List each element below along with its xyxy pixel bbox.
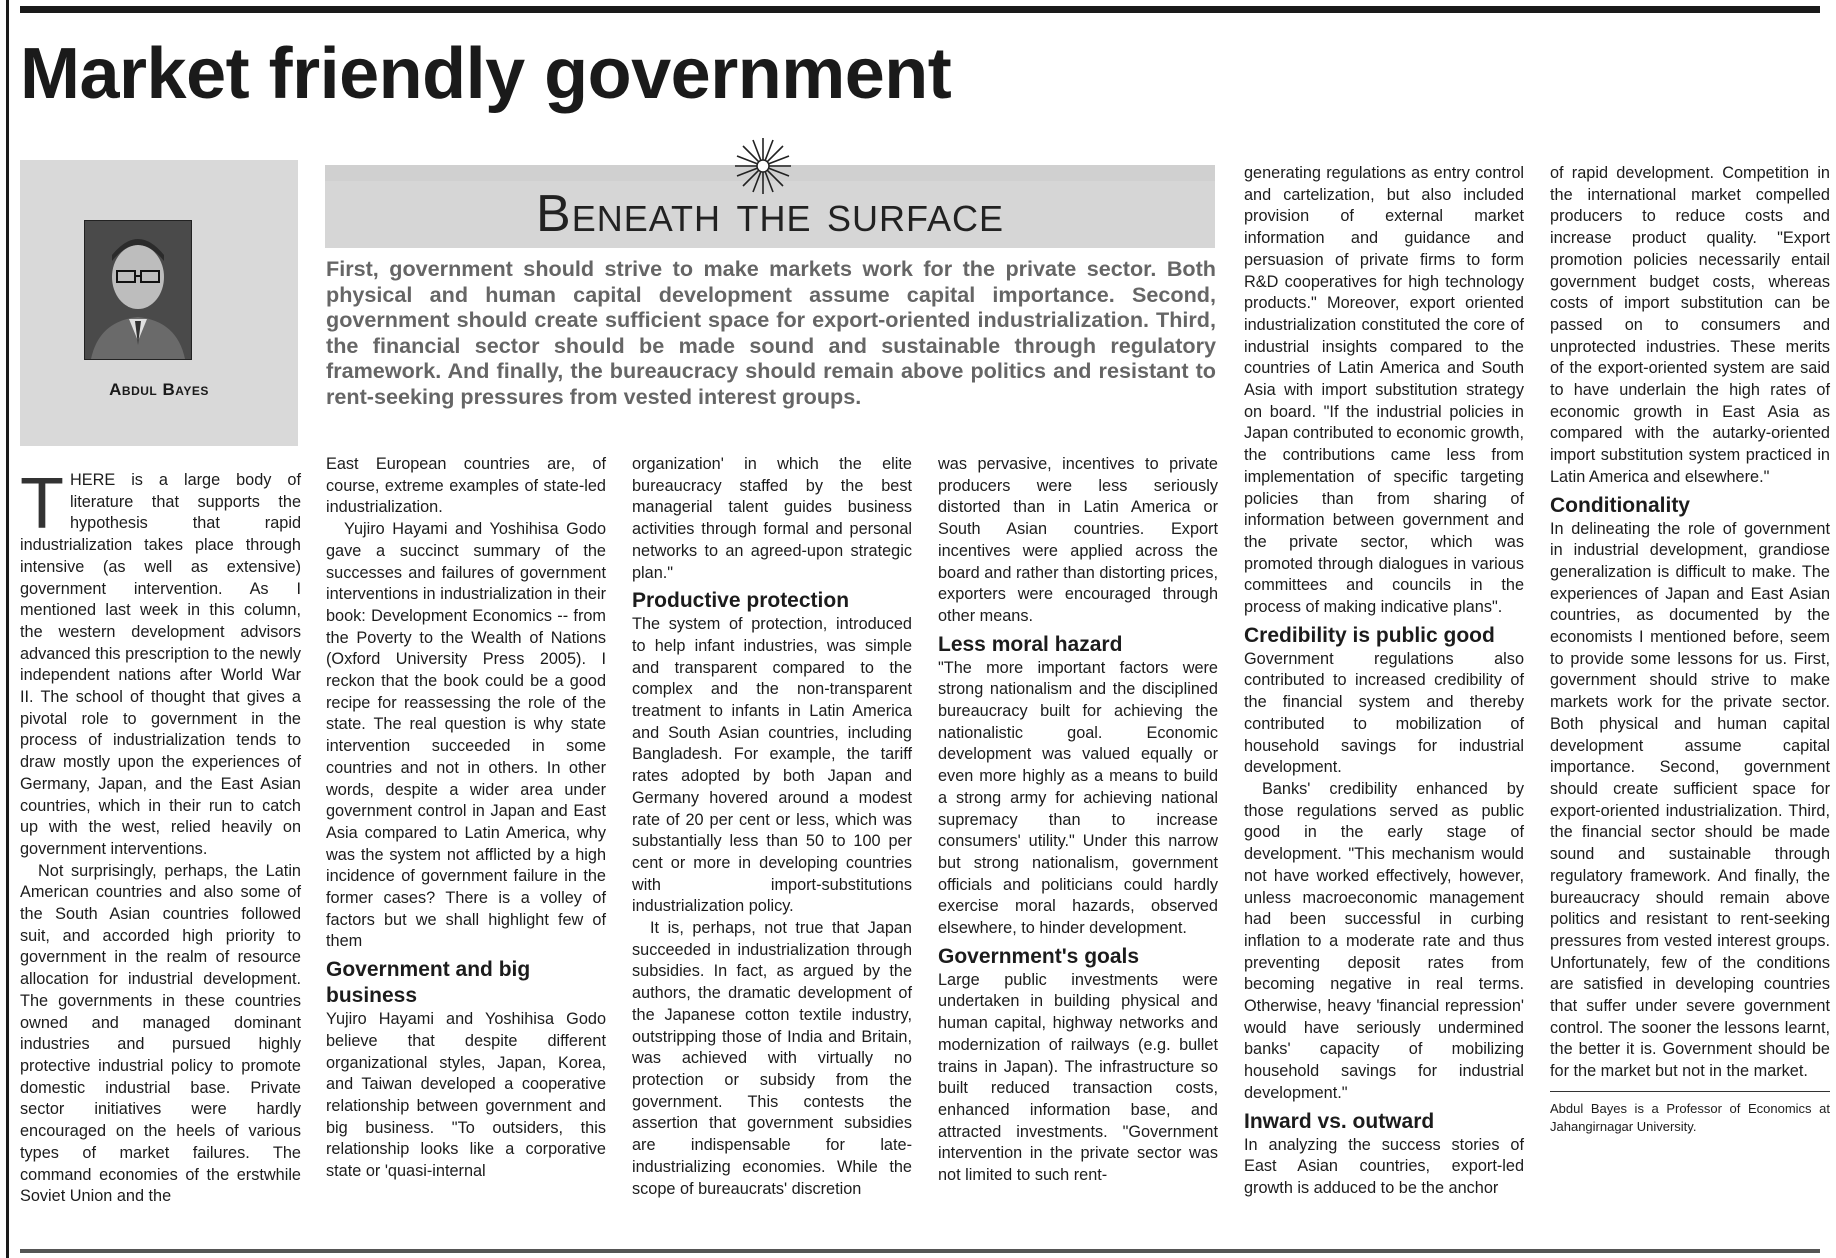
col1-para-1	[20, 464, 301, 861]
author-photo	[84, 220, 192, 360]
drop-cap: T	[20, 464, 64, 544]
column-title-text: Beneath the surface	[536, 185, 1004, 243]
col4-para-2: "The more important factors were strong nationalism and the disciplined bureaucracy built for achieving the nationalistic goal. Economic development was valued equally or even more highly as a means to build a strong army for achieving national supremacy than to increase consumers' utility." Under this narrow but strong nationalism, government officials and politicians could hardly exercise moral hazards, observed elsewhere, to hinder development.	[938, 658, 1218, 938]
col2-para-2: Yujiro Hayami and Yoshihisa Godo gave a succinct summary of the successes and failures of government interventions in industrialization in their book: Development Economics -- from the Poverty to the Wealth of Nations (Oxford University Press 2005). I reckon that the book could be a good recipe for reassessing the role of the state. The real question is why state intervention succeeded in some countries and not in others. In other words, despite a wider area under government control in Japan and East Asia compared to Latin America, why was the system not afflicted by a high incidence of government failure in the former cases? There is a volley of factors but we shall highlight few of them	[326, 520, 606, 951]
article-column-5	[1244, 163, 1524, 1200]
col3-para-3: It is, perhaps, not true that Japan succeeded in industrialization through subsidies. In fact, as argued by the authors, the dramatic development of the Japanese cotton textile industry, outstripping those of India and Britain, was achieved with virtually no protection or subsidy from the government. This contests the assertion that government subsidies are indispensable for late-industrializing economies. While the scope of bureaucrats' discretion	[632, 919, 912, 1198]
subhead-productive-protection: Productive protection	[632, 589, 850, 613]
author-name	[20, 380, 298, 400]
author-name-text: Abdul Bayes	[109, 380, 209, 399]
col4-para-3: Large public investments were undertaken in building physical and human capital, highway networks and modernization of railways (e.g. bullet trains in Japan). The infrastructure so built reduced transaction costs, enhanced information base, and attracted investments. "Government intervention in the private sector was not limited to such rent-	[938, 970, 1218, 1185]
bottom-rule	[20, 1249, 1820, 1253]
column-title	[325, 184, 1215, 244]
left-rule	[6, 0, 9, 1258]
subhead-government-big-business: Government and big business	[326, 958, 531, 1008]
article-column-6	[1550, 163, 1830, 1136]
col5-para-2: Government regulations also contributed to increased credibility of the financial system and thereby contributed to mobilization of household savings for industrial development.	[1244, 649, 1524, 777]
top-rule	[20, 6, 1820, 13]
subhead-governments-goals: Government's goals	[938, 944, 1140, 968]
headline: Market friendly government	[20, 34, 952, 114]
subhead-conditionality: Conditionality	[1550, 493, 1690, 517]
article-column-2	[326, 454, 606, 1183]
author-footnote: Abdul Bayes is a Professor of Economics at Jahangirnagar University.	[1550, 1091, 1830, 1136]
author-portrait-icon	[85, 221, 191, 359]
col2-para-1: East European countries are, of course, extreme examples of state-led industrialization.	[326, 455, 606, 517]
subhead-inward-outward: Inward vs. outward	[1244, 1109, 1435, 1133]
col1-para-2: Not surprisingly, perhaps, the Latin American countries and also some of the South Asian countries followed suit, and accorded high priority to government in the realm of resource allocation for industrial development. The governments in these countries owned and managed dominant industries and pursued highly protective industrial policy to promote domestic industrial base. Private sector initiatives were hardly encouraged on the heels of various types of market failures. The command economies of the erstwhile Soviet Union and the	[20, 861, 301, 1206]
col1-para-1-text: HERE is a large body of literature that supports the hypothesis that rapid industrialization takes place through intensive (as well as extensive) government intervention. As I mentioned last week in this column, the western development advisors advanced this prescription to the newly independent nations after World War II. The school of thought that gives a pivotal role to government in the process of industrialization tends to draw mostly upon the experiences of Germany, Japan, and the East Asian countries, which in their run to catch up with the west, relied heavily on government interventions.	[20, 471, 301, 858]
subhead-credibility: Credibility is public good	[1244, 623, 1495, 647]
pull-quote: First, government should strive to make markets work for the private sector. Both physical and human capital development assume capital importance. Second, government should create sufficient space for export-oriented industrialization. Third, the financial sector should be made sound and sustainable through regulatory framework. And finally, the bureaucracy should remain above politics and resistant to rent-seeking pressures from vested interest groups.	[326, 256, 1216, 409]
col3-para-2: The system of protection, introduced to help infant industries, was simple and transparent compared to the complex and the non-transparent treatment to infants in Latin America and South Asian countries, including Bangladesh. For example, the tariff rates adopted by both Japan and Germany hovered around a modest rate of 20 per cent or less, which was substantially less than 50 to 100 per cent or more in developing countries with import-substitutions industrialization policy.	[632, 615, 912, 916]
col3-para-1: organization' in which the elite bureaucracy staffed by the best managerial talent guides business activities through formal and personal networks to an agreed-upon strategic plan."	[632, 455, 912, 582]
col5-para-4: In analyzing the success stories of East Asian countries, export-led growth is adduced to be the anchor	[1244, 1135, 1524, 1197]
col6-para-2: In delineating the role of government in industrial development, grandiose generalization is difficult to make. The experiences of Japan and East Asian countries, as documented by the economists I mentioned before, seem to provide some lessons for us. First, government should strive to make markets work for the private sector. Both physical and human capital development assume capital importance. Second, government should create sufficient space for export-oriented industrialization. Third, the financial sector should be made sound and sustainable through regulatory framework. And finally, the bureaucracy should remain above politics and resistant to rent-seeking pressures from vested interest groups. Unfortunately, few of the conditions are satisfied in developing countries that suffer under severe government control. The sooner the lessons learnt, the better it is. Government should be for the market but not in the market.	[1550, 519, 1830, 1081]
col2-para-3: Yujiro Hayami and Yoshihisa Godo believe that despite different organizational styles, Japan, Korea, and Taiwan developed a cooperative relationship between government and big business. "To outsiders, this relationship looks like a corporative state or 'quasi-internal	[326, 1010, 606, 1181]
article-column-1	[20, 464, 301, 1208]
article-column-3	[632, 454, 912, 1200]
col4-para-1: was pervasive, incentives to private producers were less seriously distorted than in Latin America or South Asian countries. Export incentives were applied across the board and rather than distorting prices, exporters were encouraged through other means.	[938, 455, 1218, 625]
col6-para-1: of rapid development. Competition in the international market compelled producers to reduce costs and increase product quality. "Export promotion policies necessarily entail government budget costs, whereas costs of import substitution can be passed on to consumers and unprotected industries. These merits of the export-oriented system are said to have underlain the high rates of economic growth in East Asia as compared with the autarky-oriented import substitution system practiced in Latin America and elsewhere."	[1550, 164, 1830, 486]
col5-para-1: generating regulations as entry control and cartelization, but also included provision of external market information and guidance and persuasion of private firms to form R&D cooperatives for high technology products." Moreover, export oriented industrialization constituted the core of industrial insights compared to the countries of Latin America and South Asia with import substitution strategy on board. "If the industrial policies in Japan contributed to economic growth, the contributions came less from implementation of specific targeting policies than from sharing of information between government and the private sector, which was promoted through dialogues in various committees and councils in the process of making indicative plans".	[1244, 164, 1524, 617]
article-column-4	[938, 454, 1218, 1187]
col5-para-3: Banks' credibility enhanced by those regulations served as public good in the early stage of development. "This mechanism would not have worked effectively, however, unless macroeconomic management had been successful in curbing inflation to a moderate rate and thus preventing deposit rates from becoming negative in real terms. Otherwise, heavy 'financial repression' would have seriously undermined banks' capacity of mobilizing household savings for industrial development."	[1244, 779, 1524, 1102]
subhead-less-moral-hazard: Less moral hazard	[938, 632, 1123, 656]
